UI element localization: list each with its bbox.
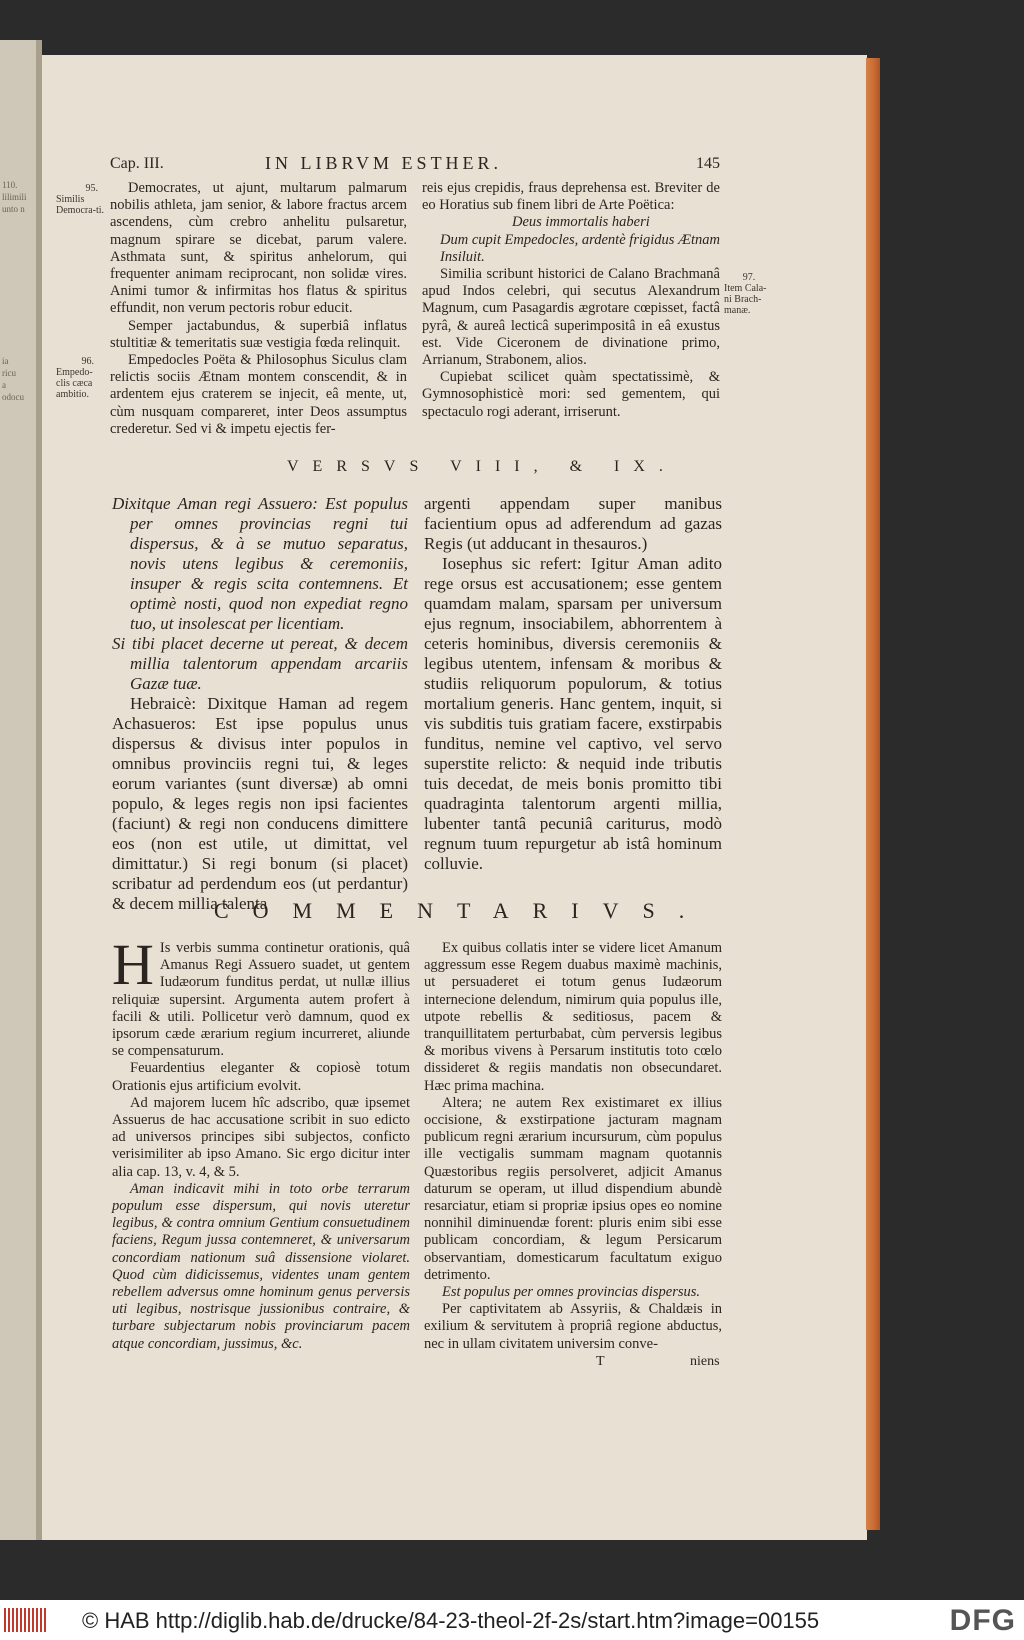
- verse-left-column: [112, 494, 408, 914]
- catchword: niens: [690, 1354, 720, 1369]
- margin-note-97: [724, 272, 774, 316]
- paragraph: Semper jactabundus, & superbiâ inflatus stultitiæ & temeritatis suæ vestigia fœda relinquit.: [110, 317, 407, 351]
- left-page-fragment: unto n: [2, 204, 25, 214]
- paragraph: Per captivitatem ab Assyriis, & Chaldæis in exilium & servitutem à propriâ regione abductus, nec in ullam civitatem universim conve-: [424, 1301, 722, 1352]
- paragraph: Empedocles Poëta & Philosophus Siculus clam relictis sociis Ætnam montem conscendit, & in ardentem ejus craterem se injecit, eâ mente, ut, cùm nusquam compareret, inter Deos assumptus crederetur. Sed vi & impetu ejectis fer-: [110, 352, 407, 437]
- hebrew-translation: Hebraicè: Dixitque Haman ad regem Achasueros: Est ipse populus unus dispersus & divisus inter populos in omnibus provinciis regni tui, & leges eorum variantes (sunt diversæ) ab omni populo, & leges regis non ipsi facientes (faciunt) & regi non conducens dimittere eos (non est utile, ut dimittat, vel dimittatur.) Si regi bonum (si placet) scribatur ad perdendum eos (ut perdantur) & decem millia talenta: [112, 694, 408, 913]
- chapter-label: Cap. III.: [110, 155, 164, 172]
- margin-note-number: 96.: [81, 356, 94, 367]
- commentary-left-column: [112, 932, 410, 1353]
- drop-cap: H: [112, 932, 154, 997]
- margin-note-text: Similis Democra-ti.: [56, 194, 105, 216]
- margin-note-96: [56, 356, 104, 400]
- paragraph: reis ejus crepidis, fraus deprehensa est. Breviter de eo Horatius sub finem libri de Arte Poëtica:: [422, 180, 720, 214]
- footer-bar: [0, 1600, 1024, 1640]
- verse-text: Dixitque Aman regi Assuero: Est populus per omnes provincias regni tui dispersus, & à se mutuo separatus, novis utens legibus & ceremoniis, insuper & regis scita contemnens. Et optimè nosti, quod non expediat regno tuo, ut insolescat per licentiam.: [112, 494, 408, 633]
- paragraph: Democrates, ut ajunt, multarum palmarum nobilis athleta, jam senior, & labore fractus arcem ascendens, cùm crebro anhelitu pulsaretur, magnum spirare se dicebat, parum valere. Asthmata sunt, & spiritus anhelorum, qui frequenter animam reciprocant, non solidæ vires. Animi tumor & infirmitas hos flatus & spiritus effundit, non verum pectoris robur educit.: [110, 180, 407, 317]
- paragraph: Ex quibus collatis inter se videre licet Amanum aggressum esse Regem duabus maximè machinis, ut persuaderet ei totum genus Iudæorum internecione delendum, nimirum quia populus ille, utpote rebellis & seditiosus, pacem & tranquillitatem perturbabat, cùm perversis legibus & moribus vivens à Persarum institutis toto cœlo dissideret & regiis mandatis non obsecundaret. Hæc prima machina.: [424, 940, 722, 1094]
- upper-left-column: [110, 180, 407, 438]
- margin-note-number: 97.: [742, 272, 756, 283]
- barcode-icon: [4, 1608, 48, 1632]
- commentary-heading: COMMENTARIVS.: [214, 898, 709, 923]
- quotation: Aman indicavit mihi in toto orbe terrarum populum esse dispersum, qui novis uteretur legibus, & contra omnium Gentium consuetudinem faciens, Regum jussa contemneret, & universarum concordiam nationum suâ dissensione violaret. Quod cùm didicissemus, videntes unam gentem rebellem adversus omne hominum genus perversis uti legibus, nostrisque jussionibus contraire, & turbare subjectarum nobis provinciarum pacem atque concordiam, jussimus, &c.: [112, 1180, 410, 1352]
- margin-note-text: Empedo-clis cæca ambitio.: [56, 367, 93, 400]
- verse-heading: VERSVS VIII, & IX.: [287, 458, 677, 475]
- lemma: Est populus per omnes provincias dispersus.: [442, 1284, 701, 1301]
- paragraph: Ad majorem lucem hîc adscribo, quæ ipsemet Assuerus de hac accusatione scribit in suo edicto ad universos principes sibi subjectos, confictо verisimiliter ab ipso Amano. Sic ergo dicitur inter alia cap. 13, v. 4, & 5.: [112, 1094, 410, 1180]
- quotation: Dum cupit Empedocles, ardentè frigidus Ætnam Insiluit.: [440, 231, 720, 265]
- paragraph: Iosephus sic refert: Igitur Aman adito rege orsus est accusationem; esse gentem quamdam malam, sparsam per universum ejus regnum, insociabilem, abhorrentem à ceteris hominibus, diversis ceremoniis & legibus utentem, infensam & moribus & studiis reliquorum populorum, & totius mortalium generis. Hanc gentem, inquit, si vis subditis tuis gratiam facere, exstirpabis funditus, nemine vel captivo, vel servo superstite relicto: & nequid inde tributis tuis decedat, de meis bonis promitto tibi quadraginta talentorum argenti millia, lubenter tantâ pecuniâ cariturus, modò regnum tuum repurgetur ab istâ hominum colluvie.: [424, 554, 722, 873]
- page-gilt-edge: [866, 58, 880, 1530]
- left-page-edge: [0, 40, 42, 1540]
- paragraph: Feuardentius eleganter & copiosè totum Orationis ejus artificium evolvit.: [112, 1060, 410, 1094]
- margin-note-number: 95.: [85, 183, 98, 194]
- margin-note-text: Item Cala-ni Brach-manæ.: [724, 283, 767, 316]
- left-page-fragment: a: [2, 380, 6, 390]
- paragraph: argenti appendam super manibus facientium opus ad adferendum ad gazas Regis (ut adducant in thesauros.): [424, 494, 722, 553]
- running-header: [110, 153, 720, 177]
- left-page-fragment: odocu: [2, 392, 24, 402]
- paragraph: Altera; ne autem Rex existimaret ex illius occisione, & exstirpatione jacturam magnam publicum regni ærarium incursurum, cùm populus ille vectigalis summam magnam quotannis Quæstoribus regiis persolveret, adjicit Amanus daturum se operam, ut illud dispendium abundè resarciatur, etiam si propriæ ipsius opes eo nomine nonnihil diminuendæ forent: pluris enim sibi esse publicam concordiam, & legum Persicarum observantiam, domesticarum facultatum exiguo detrimento.: [424, 1094, 722, 1283]
- paragraph-text: Is verbis summa continetur orationis, quâ Amanus Regi Assuero suadet, ut gentem Iudæorum funditus perdat, ut nullæ illius reliquiæ supersint. Argumenta autem profert à facili & utili. Pollicetur verò damnum, quod ex ipsorum cæde ærarium regium incurreret, aliunde se compensaturum.: [112, 940, 410, 1060]
- upper-right-column: [422, 180, 720, 421]
- left-page-fragment: lilimili: [2, 192, 27, 202]
- left-page-fragment: ia: [2, 356, 9, 366]
- paragraph: Similia scribunt historici de Calano Brachmanâ apud Indos celebri, qui secutus Alexandrum Magnum, cum Pasagardis ægrotare cœpisset, factâ pyrâ, & aureâ lecticâ superimpositâ in eâ exustus est. Vide Ciceronem de divinatione primo, Arrianum, Strabonem, alios.: [422, 266, 720, 369]
- paragraph: [112, 932, 410, 1060]
- left-page-fragment: 110.: [2, 180, 18, 190]
- commentary-right-column: [424, 940, 722, 1353]
- verse-right-column: [424, 494, 722, 874]
- left-page-fragment: ricu: [2, 368, 16, 378]
- page-number: 145: [696, 155, 720, 172]
- margin-note-95: [56, 183, 108, 216]
- verse-text: Si tibi placet decerne ut pereat, & decem millia talentorum appendam arcariis Gazæ tuæ.: [112, 634, 408, 693]
- signature-mark: T: [596, 1354, 605, 1369]
- dfg-logo: DFG: [949, 1604, 1016, 1637]
- copyright-link[interactable]: © HAB http://diglib.hab.de/drucke/84-23-theol-2f-2s/start.htm?image=00155: [82, 1608, 820, 1633]
- paragraph: Cupiebat scilicet quàm spectatissimè, & Gymnosophisticè mori: sed gementem, qui spectaculo rogi aderant, irriserunt.: [422, 369, 720, 420]
- book-title: IN LIBRVM ESTHER.: [265, 153, 503, 173]
- quotation: Deus immortalis haberi: [512, 214, 650, 231]
